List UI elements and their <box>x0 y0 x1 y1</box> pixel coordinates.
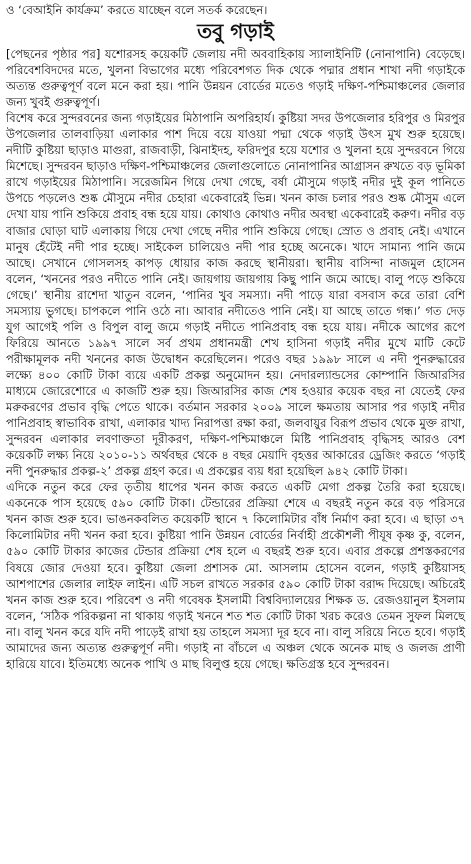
article-headline: তবু গড়াই <box>197 19 274 43</box>
article-paragraph-3: এদিকে নতুন করে ফের তৃতীয় ধাপের খনন কাজ করতে একটি মেগা প্রকল্প তৈরি করা হয়েছে। একনেকে পাস হয়েছে ৫৯০ কোটি টাকা। টেন্ডারের প্রক্রিয়া শেষে এ বছরই নতুন করে বড় পরিসরে খনন কাজ শুরু হবে। ভাঙনকবলিত কয়েকটি স্থানে ৭ কিলোমিটার বাঁধ নির্মাণ করা হবে। এ ছাড়া ৩৭ কিলোমিটার নদী খনন করা হবে। কুষ্টিয়া পানি উন্নয়ন বোর্ডের নির্বাহী প্রকৌশলী পীযূষ কৃষ্ণ কু, বলেন, ৫৯০ কোটি টাকার কাজের টেন্ডার প্রক্রিয়া শেষ হলে এ বছরই শুরু হবে। এবার প্রকল্পে প্রশস্তকরণের বিষয়ে জোর দেওয়া হবে। কুষ্টিয়া জেলা প্রশাসক মো. আসলাম হোসেন বলেন, গড়াই কুষ্টিয়াসহ আশপাশের জেলার লাইফ লাইন। এটি সচল রাখতে সরকার ৫৯০ কোটি টাকা বরাদ্দ দিয়েছে। অচিরেই খনন কাজ শুরু হবে। পরিবেশ ও নদী গবেষক ইসলামী বিশ্ববিদ্যালয়ের শিক্ষক ড. রেজওয়ানুল ইসলাম বলেন, ‘সঠিক পরিকল্পনা না থাকায় গড়াই খননে শত শত কোটি টাকা খরচ করেও তেমন সুফল মিলছে না। বালু খনন করে যদি নদী পাড়েই রাখা হয় তাহলে সমস্যা দূর হবে না। বালু সরিয়ে নিতে হবে। গড়াই আমাদের জন্য অত্যন্ত গুরুত্বপূর্ণ নদী। গড়াই না বাঁচলে এ অঞ্চল থেকে অনেক মাছ ও জলজ প্রাণী হারিয়ে যাবে। ইতিমধ্যে অনেক পাখি ও মাছ বিলুপ্ত হয়ে গেছে। ক্ষতিগ্রস্ত হবে সুন্দরবন। <box>6 480 465 671</box>
previous-article-tail: ও ‘বেআইনি কার্যক্রম’ করতে যাচ্ছেন বলে সতর্ক করেছেন। <box>6 3 268 17</box>
article-paragraph-1: [পেছনের পৃষ্ঠার পর] যশোরসহ কয়েকটি জেলায় নদী অববাহিকায় স্যালাইনিটি (নোনাপানি) বেড়েছে। পরিবেশবিদদের মতে, খুলনা বিভাগের মধ্যে পরিবেশগত দিক থেকে পদ্মার প্রধান শাখা নদী গড়াইকে অত্যন্ত গুরুত্বপূর্ণ বলে মনে করা হয়। পানি উন্নয়ন বোর্ডের মতেও গড়াই দক্ষিণ-পশ্চিমাঞ্চলের জেলার জন্য খুবই গুরুত্বপূর্ণ। <box>6 47 465 110</box>
article-body <box>6 46 465 672</box>
article-paragraph-2: বিশেষ করে সুন্দরবনের জন্য গড়াইয়ের মিঠাপানি অপরিহার্য। কুষ্টিয়া সদর উপজেলার হরিপুর ও মিরপুর উপজেলার তালবাড়িয়া এলাকার পাশ দিয়ে বয়ে যাওয়া পদ্মা থেকে গড়াই উৎস মুখ শুরু হয়েছে। নদীটি কুষ্টিয়া ছাড়াও মাগুরা, রাজবাড়ী, ঝিনাইদহ, ফরিদপুর হয়ে যশোর ও খুলনা হয়ে সুন্দরবনে গিয়ে মিশেছে। সুন্দরবন ছাড়াও দক্ষিণ-পশ্চিমাঞ্চলের জেলাগুলোতে নোনাপানির আগ্রাসন রুখতে বড় ভূমিকা রাখে গড়াইয়ের মিঠাপানি। সরেজমিন গিয়ে দেখা গেছে, বর্ষা মৌসুমে গড়াই নদীর দুই কূল পানিতে উপচে পড়লেও শুষ্ক মৌসুমে নদীর চেহারা একেবারেই ভিন্ন। খনন কাজ চলার পরও শুষ্ক মৌসুম এলে দেখা যায় পানি শুকিয়ে প্রবাহ বন্ধ হয়ে যায়। কোথাও কোথাও নদীর অবস্থা একেবারেই করুণ। নদীর বড় বাজার ঘোড়া ঘাট এলাকায় গিয়ে দেখা গেছে নদীর পানি শুকিয়ে গেছে। স্রোত ও প্রবাহ নেই। এখানে মানুষ হেঁটেই নদী পার হচ্ছে। সাইকেল চালিয়েও নদী পার হচ্ছে অনেকে। খাদে সামান্য পানি জমে আছে। সেখানে গোসলসহ কাপড় ধোয়ার কাজ করছে স্থানীয়রা। স্থানীয় বাসিন্দা নাজমুল হোসেন বলেন, ‘খননের পরও নদীতে পানি নেই। জায়গায় জায়গায় কিছু পানি জমে আছে। বালু পড়ে শুকিয়ে গেছে।’ স্থানীয় রাশেদা খাতুন বলেন, ‘পানির খুব সমস্যা। নদী পাড়ে যারা বসবাস করে তারা বেশি সমস্যায় ভুগছে। চাপকলে পানি ওঠে না। আবার নদীতেও পানি নেই। যা আছে তাতে গন্ধ।’ গত দেড় যুগ আগেই পলি ও বিপুল বালু জমে গড়াই নদীতে পানিপ্রবাহ বন্ধ হয়ে যায়। নদীকে আগের রূপে ফিরিয়ে আনতে ১৯৯৭ সালে সর্ব প্রথম প্রধানমন্ত্রী শেখ হাসিনা গড়াই নদীর মুখে মাটি কেটে পরীক্ষামূলক নদী খননের কাজ উদ্বোধন করেছিলেন। পরেও বছর ১৯৯৮ সালে এ নদী পুনরুদ্ধারের লক্ষ্যে ৪০০ কোটি টাকা ব্যয়ে একটি প্রকল্প অনুমোদন হয়। নেদারল্যান্ডসের কোম্পানি জিআরসির মাধ্যমে জোরেশোরে এ কাজটি শুরু হয়। জিআরসির কাজ শেষ হওয়ার কয়েক বছর না যেতেই ফের মরুকরণের প্রভাব বৃদ্ধি পেতে থাকে। বর্তমান সরকার ২০০৯ সালে ক্ষমতায় আসার পর গড়াই নদীর পানিপ্রবাহ স্বাভাবিক রাখা, এলাকার খাদ্য নিরাপত্তা রক্ষা করা, জলবায়ুর বিরূপ প্রভাব থেকে মুক্ত রাখা, সুন্দরবন এলাকার লবণাক্ততা দূরীকরণ, দক্ষিণ-পশ্চিমাঞ্চলে মিষ্টি পানিপ্রবাহ বৃদ্ধিসহ আরও বেশ কয়েকটি লক্ষ্য নিয়ে ২০১০-১১ অর্থবছর থেকে ৪ বছর মেয়াদি বৃহত্তর আকারের ড্রেজিং করতে ‘গড়াই নদী পুনরুদ্ধার প্রকল্প-২’ প্রকল্প গ্রহণ করে। এ প্রকল্পের ব্যয় ধরা হয়েছিল ৯৪২ কোটি টাকা। <box>6 111 465 479</box>
